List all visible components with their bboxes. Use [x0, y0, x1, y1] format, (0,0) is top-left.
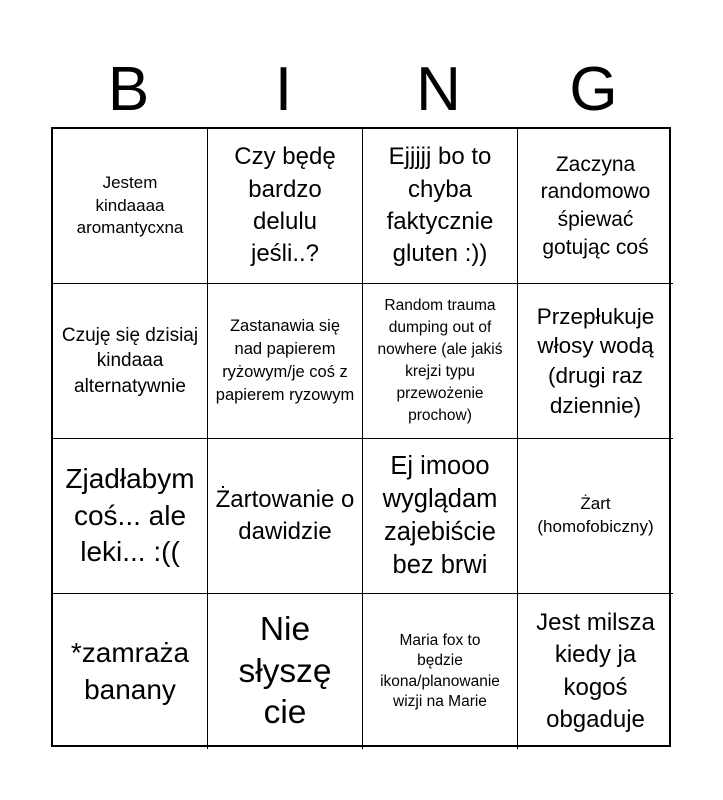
cell-text: Zaczyna randomowo śpiewać gotując coś: [540, 152, 651, 259]
cell-text: Ej imooo wyglądam zajebiście bez brwi: [382, 451, 498, 580]
bingo-cell[interactable]: [53, 439, 208, 594]
cell-text: Random trauma dumping out of nowhere (ale jakiś krejzi typu przewożenie prochow): [377, 297, 503, 424]
cell-text: Żartowanie o dawidzie: [215, 485, 355, 545]
bingo-cell[interactable]: [518, 439, 673, 594]
cell-text: Jest milsza kiedy ja kogoś obgaduje: [536, 608, 655, 733]
bingo-cell[interactable]: [208, 129, 363, 284]
header-letter-g: G: [569, 55, 618, 124]
cell-text: Żart (homofobiczny): [537, 494, 654, 536]
bingo-cell[interactable]: [518, 284, 673, 439]
bingo-cell[interactable]: [208, 284, 363, 439]
bingo-cell[interactable]: [363, 284, 518, 439]
bingo-grid: [51, 127, 671, 747]
bingo-cell[interactable]: [53, 129, 208, 284]
cell-text: *zamraża banany: [70, 637, 190, 705]
bingo-cell[interactable]: [518, 594, 673, 749]
header-letter-i: I: [274, 55, 293, 124]
bingo-cell[interactable]: [53, 594, 208, 749]
cell-text: Jestem kindaaaa aromantycxna: [76, 172, 184, 238]
cell-text: Zjadłabym coś... ale leki... :((: [65, 463, 195, 568]
cell-text: Ejjjjj bo to chyba faktycznie gluten :)): [386, 143, 494, 268]
bingo-header: [51, 52, 671, 128]
bingo-cell[interactable]: [363, 594, 518, 749]
cell-text: Czy będę bardzo delulu jeśli..?: [234, 143, 336, 268]
bingo-cell[interactable]: [208, 594, 363, 749]
header-letter-n: N: [416, 55, 461, 124]
bingo-cell[interactable]: [53, 284, 208, 439]
bingo-cell[interactable]: [363, 439, 518, 594]
bingo-cell[interactable]: [518, 129, 673, 284]
cell-text: Przepłukuje włosy wodą (drugi raz dziennie): [536, 303, 655, 418]
cell-text: Zastanawia się nad papierem ryżowym/je coś z papierem ryzowym: [215, 316, 355, 405]
cell-text: Nie słyszę cie: [238, 610, 332, 732]
header-letter-b: B: [107, 55, 150, 124]
bingo-cell[interactable]: [363, 129, 518, 284]
cell-text: Czuję się dzisiaj kindaaa alternatywnie: [61, 324, 199, 397]
cell-text: Maria fox to będzie ikona/planowanie wizji na Marie: [380, 632, 500, 710]
bingo-cell[interactable]: [208, 439, 363, 594]
